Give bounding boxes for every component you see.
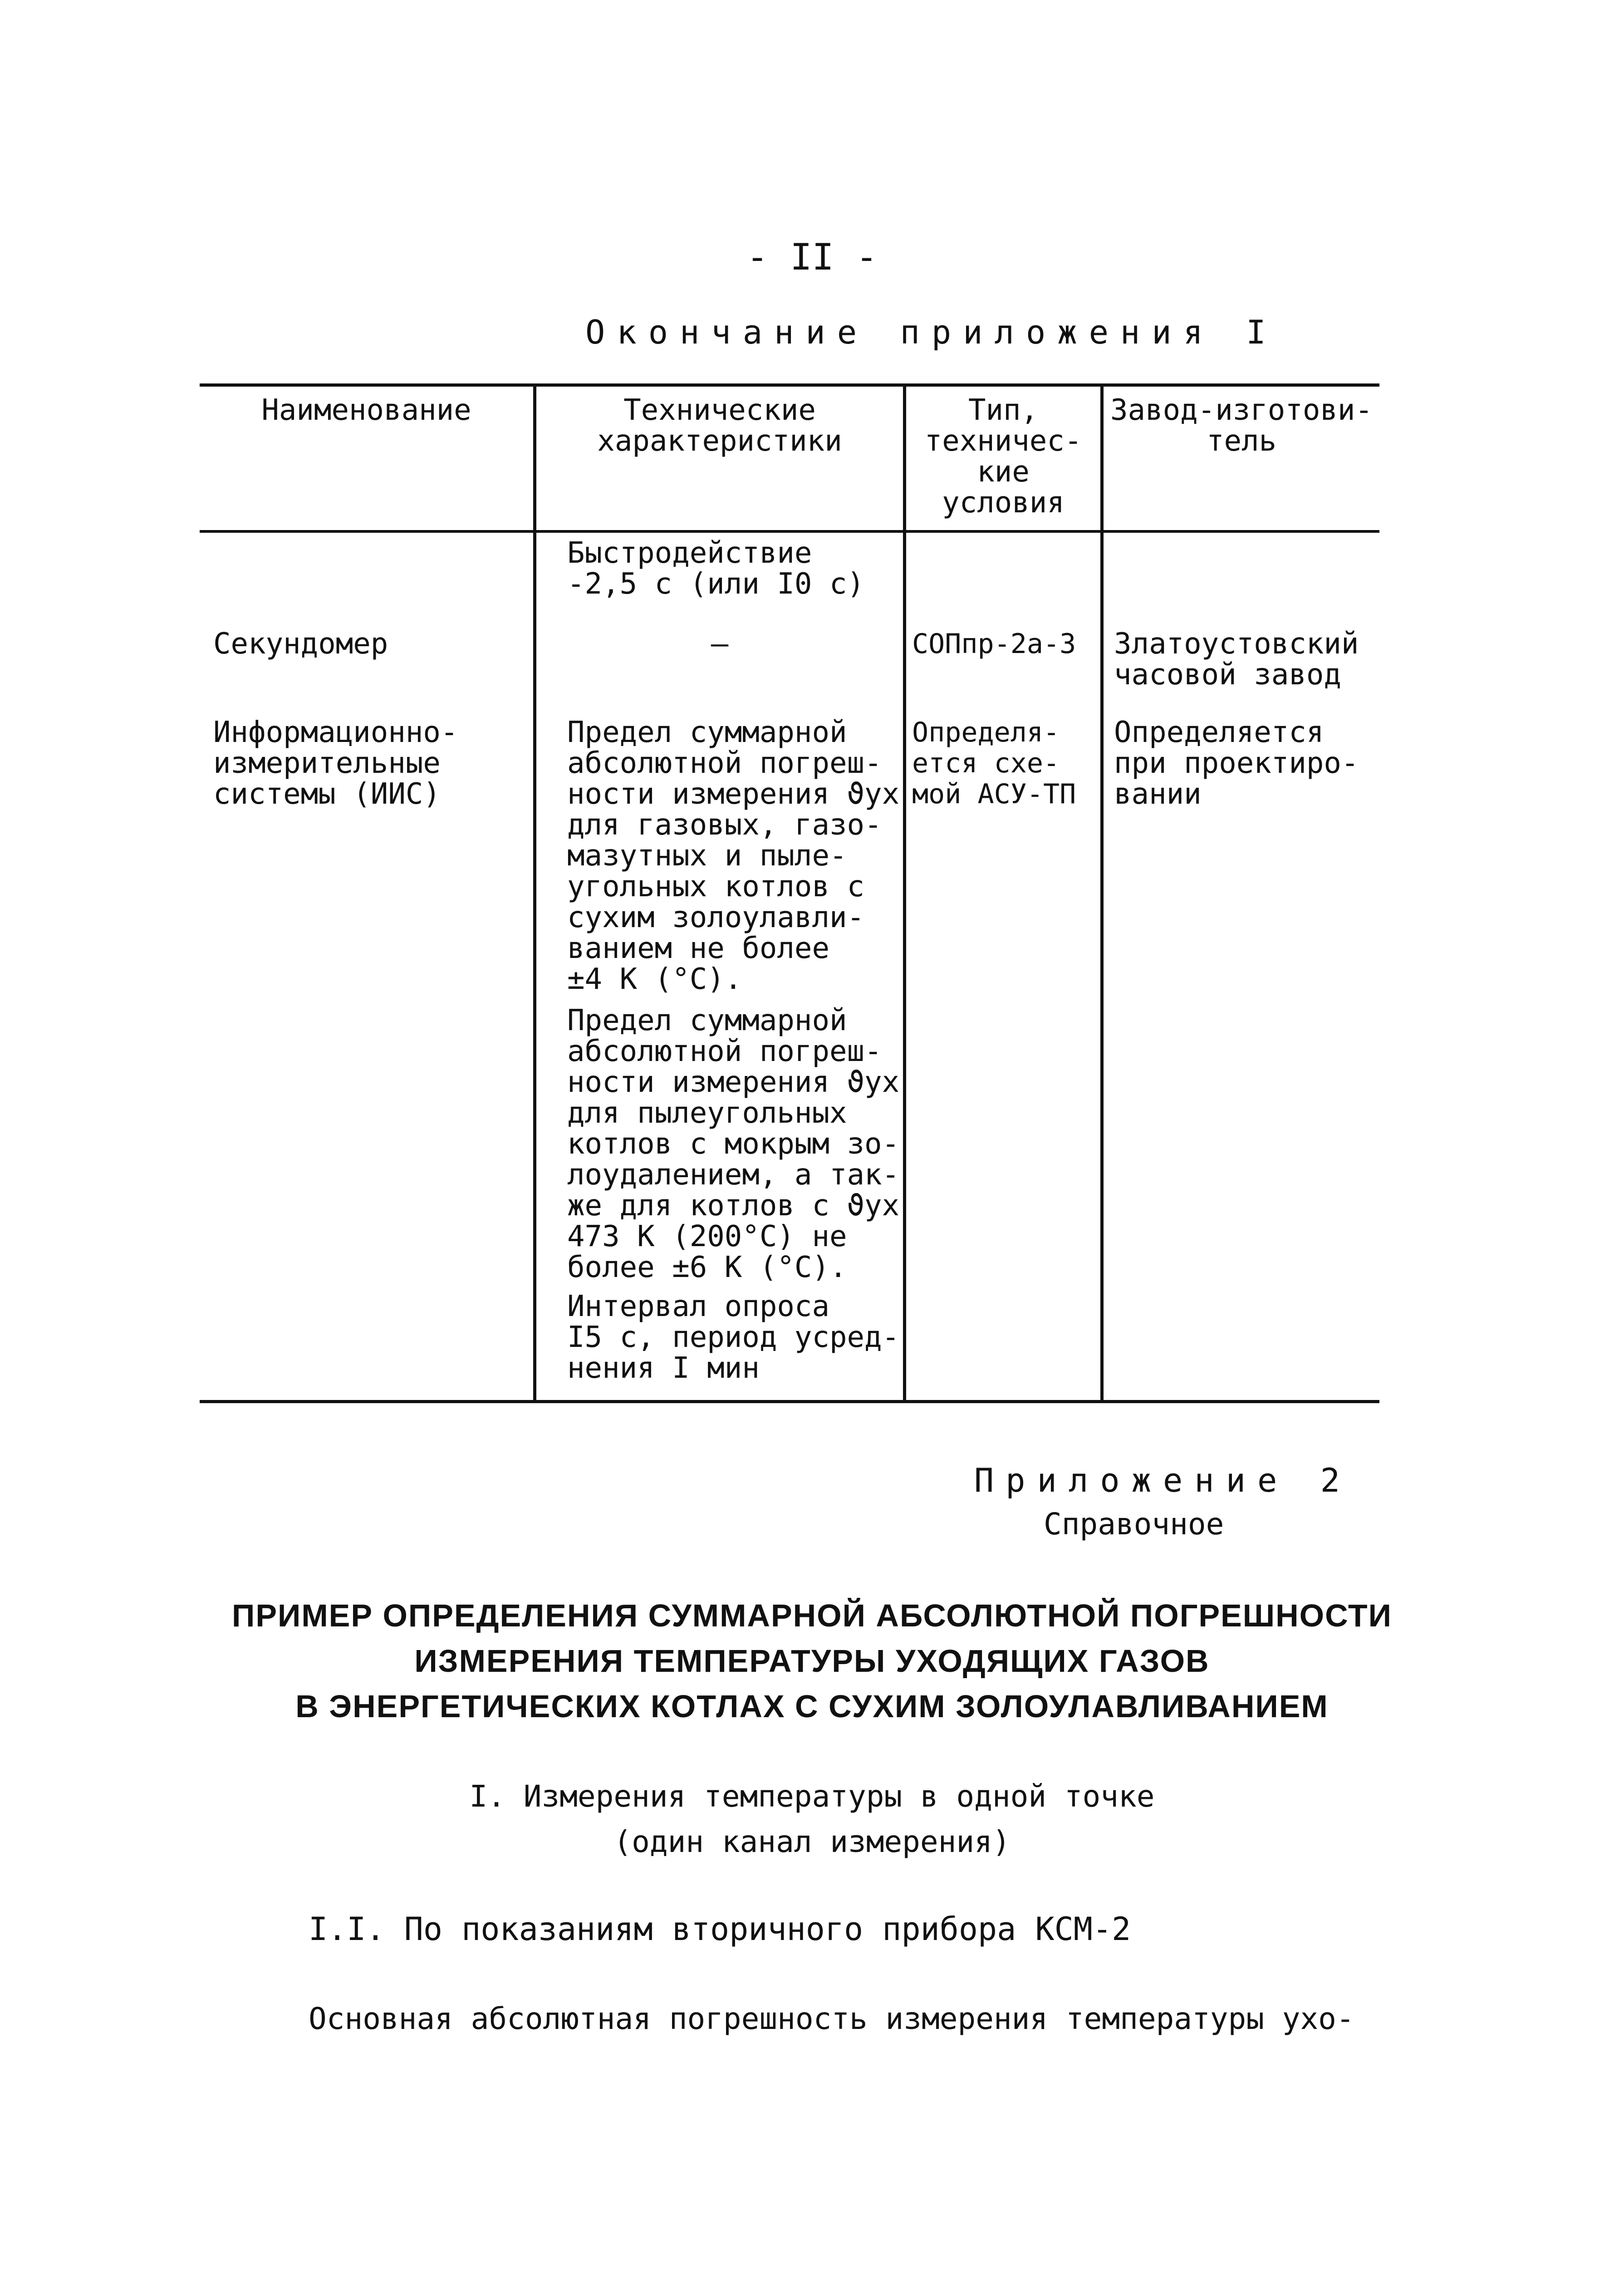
appendix-2-title-line-3: В ЭНЕРГЕТИЧЕСКИХ КОТЛАХ С СУХИМ ЗОЛОУЛАВЛИВАНИЕМ bbox=[295, 1689, 1329, 1724]
table-header-rule bbox=[200, 530, 1379, 533]
row1-type: СОПпр-2а-3 bbox=[912, 628, 1076, 660]
row0-tech: Быстродействие -2,5 с (или I0 с) bbox=[567, 536, 865, 601]
table-col-divider-1 bbox=[533, 386, 536, 1402]
row1-name: Секундомер bbox=[213, 627, 388, 661]
row2-tech-accuracy-dry: Предел суммарной абсолютной погреш- ности измерения ϑух для газовых, газо- мазутных и пыле- угольных котлов с сухим золоулавли- ванием не более ±4 К (°С). bbox=[567, 716, 900, 996]
section-heading-line-2: (один канал измерения) bbox=[613, 1824, 1011, 1859]
body-text: Основная абсолютная погрешность измерения температуры ухо- bbox=[309, 2001, 1354, 2036]
row2-tech-polling: Интервал опроса I5 с, период усред- нения I мин bbox=[567, 1290, 900, 1385]
row1-tech: — bbox=[711, 627, 729, 661]
subsection-heading: I.I. По показаниям вторичного прибора КСМ-2 bbox=[309, 1910, 1131, 1948]
table-col-divider-2 bbox=[903, 386, 906, 1402]
row2-type: Определя- ется схе- мой АСУ-ТП bbox=[912, 717, 1076, 810]
header-factory: Завод-изготови- тель bbox=[1110, 393, 1373, 458]
appendix-2-label: Приложение 2 bbox=[974, 1461, 1352, 1499]
header-type: Тип, техничес- кие условия bbox=[924, 393, 1082, 520]
appendix-2-title-line-1: ПРИМЕР ОПРЕДЕЛЕНИЯ СУММАРНОЙ АБСОЛЮТНОЙ ПОГРЕШНОСТИ bbox=[232, 1598, 1392, 1633]
header-name: Наименование bbox=[261, 393, 471, 427]
table-top-rule bbox=[200, 383, 1379, 387]
table-col-divider-3 bbox=[1100, 386, 1104, 1402]
row2-tech-accuracy-wet: Предел суммарной абсолютной погреш- ности измерения ϑух для пылеугольных котлов с мокрым зо- лоудалением, а так- же для котлов с ϑух 473 К (200°С) не более ±6 К (°С). bbox=[567, 1004, 900, 1284]
header-tech: Технические характеристики bbox=[597, 393, 842, 458]
row1-factory: Златоустовский часовой завод bbox=[1114, 627, 1359, 692]
row2-factory: Определяется при проектиро- вании bbox=[1114, 716, 1359, 811]
appendix-2-title-line-2: ИЗМЕРЕНИЯ ТЕМПЕРАТУРЫ УХОДЯЩИХ ГАЗОВ bbox=[414, 1643, 1210, 1679]
appendix-end-title: Окончание приложения I bbox=[585, 313, 1278, 351]
page-number: - II - bbox=[746, 236, 878, 278]
appendix-2-note: Справочное bbox=[1044, 1507, 1224, 1542]
row2-name: Информационно- измерительные системы (ИИС) bbox=[213, 716, 458, 811]
section-heading-line-1: I. Измерения температуры в одной точке bbox=[469, 1779, 1155, 1814]
table-bottom-rule bbox=[200, 1400, 1379, 1403]
